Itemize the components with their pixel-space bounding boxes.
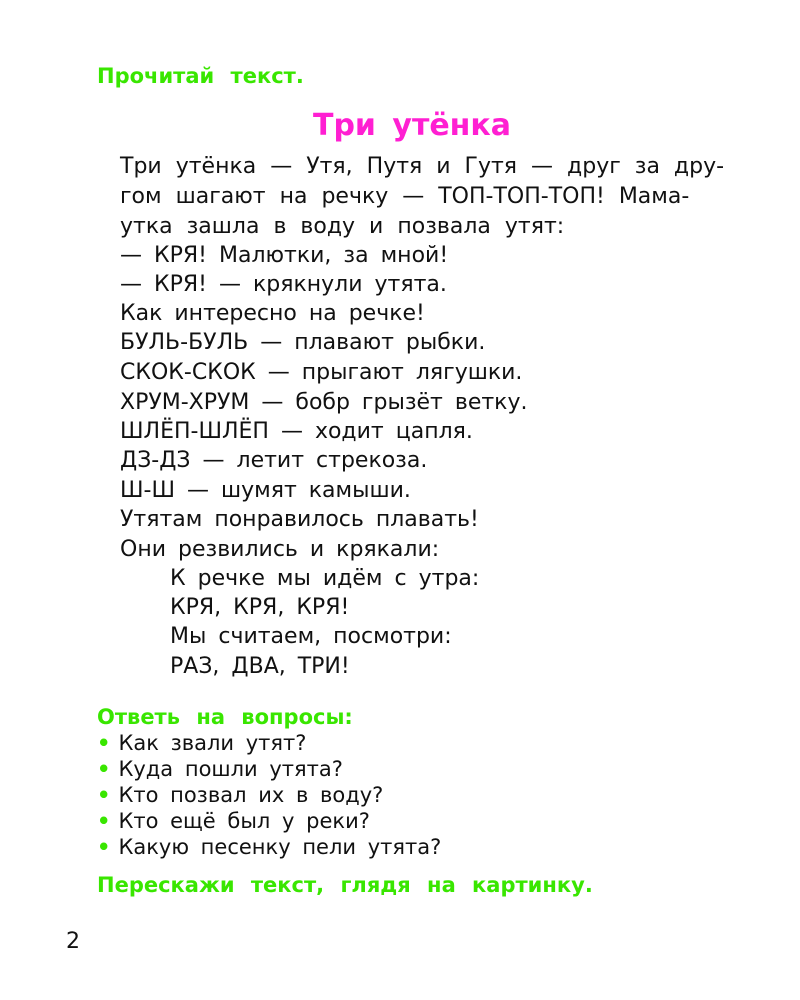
- verse-line: КРЯ, КРЯ, КРЯ!: [170, 595, 350, 620]
- instruction-read: Прочитай текст.: [97, 64, 304, 88]
- bullet-icon: •: [97, 757, 111, 781]
- story-line: утка зашла в воду и позвала утят:: [120, 214, 565, 239]
- instruction-retell: Перескажи текст, глядя на картинку.: [97, 873, 593, 897]
- story-line: Три утёнка — Утя, Путя и Гутя — друг за дру-: [120, 154, 725, 179]
- story-line: — КРЯ! — крякнули утята.: [120, 272, 447, 297]
- question-text: Куда пошли утята?: [118, 757, 343, 781]
- bullet-icon: •: [97, 731, 111, 755]
- story-line: — КРЯ! Малютки, за мной!: [120, 243, 449, 268]
- story-line: ШЛЁП-ШЛЁП — ходит цапля.: [120, 419, 473, 444]
- question-item: [97, 834, 441, 860]
- instruction-questions: Ответь на вопросы:: [97, 705, 353, 729]
- question-item: [97, 756, 343, 782]
- question-text: Кто позвал их в воду?: [118, 783, 384, 807]
- question-item: [97, 808, 370, 834]
- verse-line: РАЗ, ДВА, ТРИ!: [170, 654, 350, 679]
- story-line: Ш-Ш — шумят камыши.: [120, 478, 411, 503]
- story-title: Три утёнка: [312, 108, 512, 143]
- story-line: БУЛЬ-БУЛЬ — плавают рыбки.: [120, 330, 486, 355]
- story-line: Они резвились и крякали:: [120, 537, 440, 562]
- question-text: Как звали утят?: [118, 731, 307, 755]
- question-text: Какую песенку пели утята?: [118, 835, 442, 859]
- verse-line: К речке мы идём с утра:: [170, 566, 480, 591]
- verse-line: Мы считаем, посмотри:: [170, 624, 452, 649]
- bullet-icon: •: [97, 835, 111, 859]
- story-line: Утятам понравилось плавать!: [120, 507, 479, 532]
- bullet-icon: •: [97, 783, 111, 807]
- story-line: гом шагают на речку — ТОП-ТОП-ТОП! Мама-: [120, 184, 690, 209]
- bullet-icon: •: [97, 809, 111, 833]
- story-line: Как интересно на речке!: [120, 301, 425, 326]
- page-number: 2: [66, 929, 80, 954]
- story-line: ХРУМ-ХРУМ — бобр грызёт ветку.: [120, 390, 528, 415]
- story-line: СКОК-СКОК — прыгают лягушки.: [120, 360, 523, 385]
- question-item: [97, 782, 383, 808]
- question-text: Кто ещё был у реки?: [118, 809, 370, 833]
- question-item: [97, 730, 306, 756]
- story-line: ДЗ-ДЗ — летит стрекоза.: [120, 448, 428, 473]
